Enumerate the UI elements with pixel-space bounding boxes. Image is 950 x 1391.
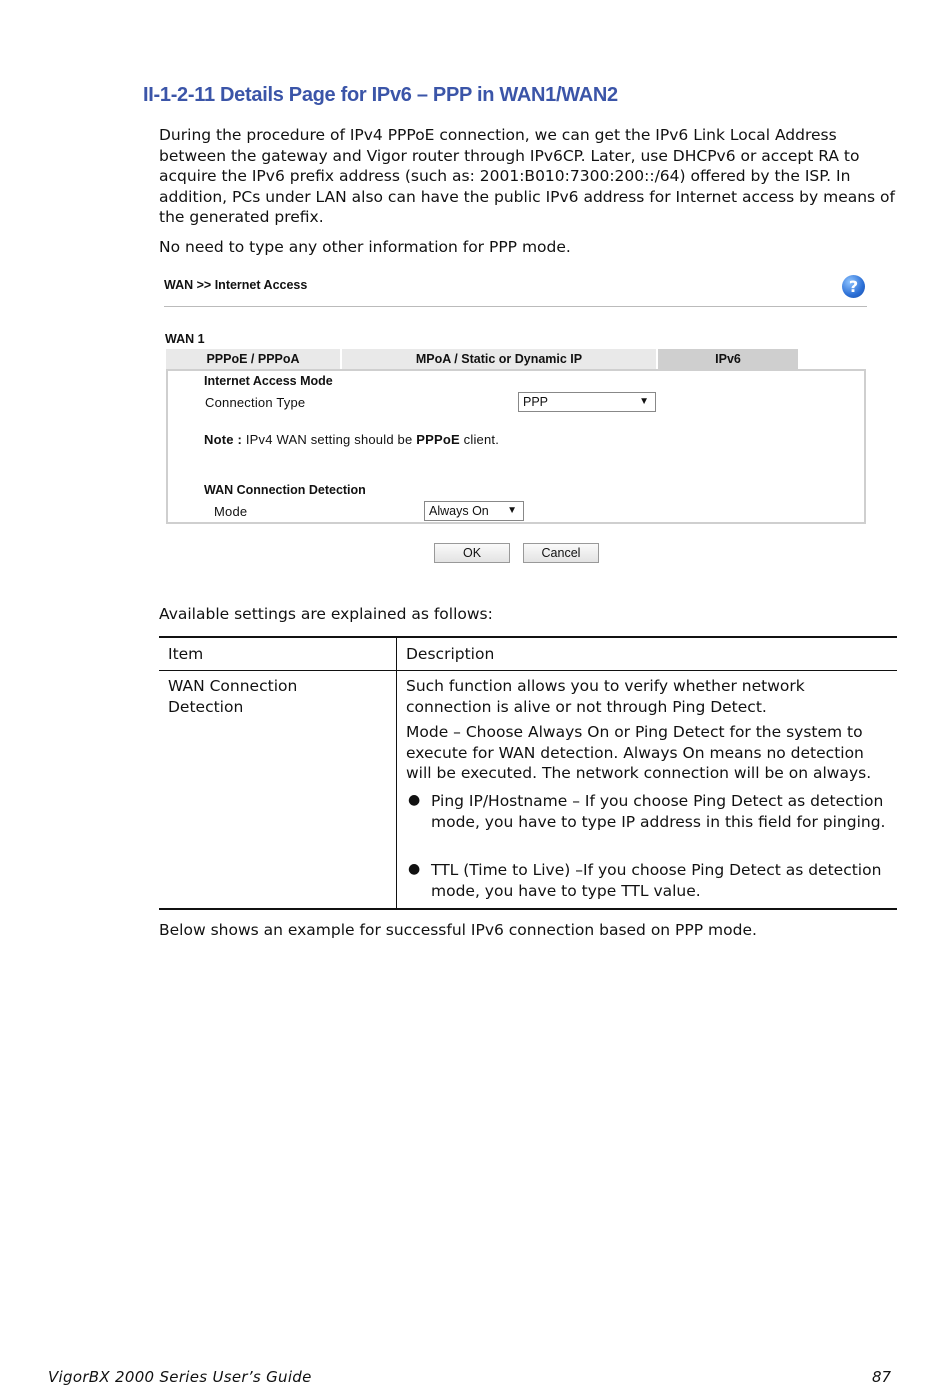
title-divider (164, 306, 867, 307)
note-bold: PPPoE (416, 432, 460, 447)
wan-label: WAN 1 (165, 332, 205, 346)
note-text (204, 432, 499, 447)
note-text-b: client. (459, 432, 500, 447)
connection-type-select[interactable] (518, 392, 656, 412)
tab-pppoe-pppoa[interactable]: PPPoE / PPPoA (166, 349, 342, 369)
section-heading: II-1-2-11 Details Page for IPv6 – PPP in WAN1/WAN2 (143, 84, 618, 106)
bullet-icon: ● (408, 792, 421, 808)
note-text-a: IPv4 WAN setting should be (245, 432, 417, 447)
cancel-button[interactable]: Cancel (523, 543, 599, 563)
internet-access-mode-title: Internet Access Mode (204, 374, 333, 388)
ok-button[interactable]: OK (434, 543, 510, 563)
item-line-2: Detection (168, 697, 244, 716)
connection-type-value: PPP (523, 395, 549, 409)
wan-detection-title: WAN Connection Detection (204, 483, 366, 497)
table-header-item: Item (168, 645, 204, 663)
connection-type-label: Connection Type (205, 395, 306, 410)
desc-bullet-2: TTL (Time to Live) –If you choose Ping Detect as detection mode, you have to type TTL value. (431, 861, 882, 900)
mode-select[interactable] (424, 501, 524, 521)
page-number: 87 (872, 1368, 892, 1386)
tab-ipv6[interactable]: IPv6 (658, 349, 800, 369)
mode-value: Always On (429, 504, 489, 518)
bullet-icon: ● (408, 861, 421, 877)
available-settings-paragraph: Available settings are explained as follows: (159, 605, 493, 623)
table-column-divider (396, 636, 397, 909)
table-header-description: Description (406, 645, 495, 663)
note-prefix: Note : (204, 432, 246, 447)
intro-paragraph: During the procedure of IPv4 PPPoE connection, we can get the IPv6 Link Local Address between the gateway and Vigor router through IPv6CP. Later, use DHCPv6 or accept RA to acquire the IPv6 prefix address (such as: 2001:B010:7300:200::/64) offered by the ISP. In addition, PCs under LAN also can have the public IPv6 address for Internet access by means of the generated prefix. (159, 126, 895, 227)
desc-bullet-1: Ping IP/Hostname – If you choose Ping Detect as detection mode, you have to type IP address in this field for pinging. (431, 792, 886, 831)
breadcrumb: WAN >> Internet Access (164, 278, 308, 292)
below-paragraph: Below shows an example for successful IPv6 connection based on PPP mode. (159, 921, 757, 939)
no-need-paragraph: No need to type any other information for PPP mode. (159, 238, 571, 256)
help-icon[interactable]: ? (842, 275, 865, 298)
table-header-rule (159, 670, 897, 671)
tab-mpoa-static-dynamic[interactable]: MPoA / Static or Dynamic IP (342, 349, 658, 369)
desc-paragraph-1: Such function allows you to verify whether network connection is alive or not through Ping Detect. (406, 677, 805, 716)
desc-paragraph-2: Mode – Choose Always On or Ping Detect for the system to execute for WAN detection. Always On means no detection will be executed. The network connection will be on always. (406, 723, 872, 783)
table-row-item (168, 676, 388, 717)
mode-label: Mode (214, 504, 248, 519)
item-line-1: WAN Connection (168, 677, 298, 695)
tab-bar (166, 349, 800, 369)
chevron-down-icon: ▼ (639, 396, 649, 407)
footer-guide-title: VigorBX 2000 Series User’s Guide (48, 1368, 312, 1386)
table-bottom-rule (159, 908, 897, 910)
chevron-down-icon: ▼ (507, 505, 517, 516)
table-top-rule (159, 636, 897, 638)
